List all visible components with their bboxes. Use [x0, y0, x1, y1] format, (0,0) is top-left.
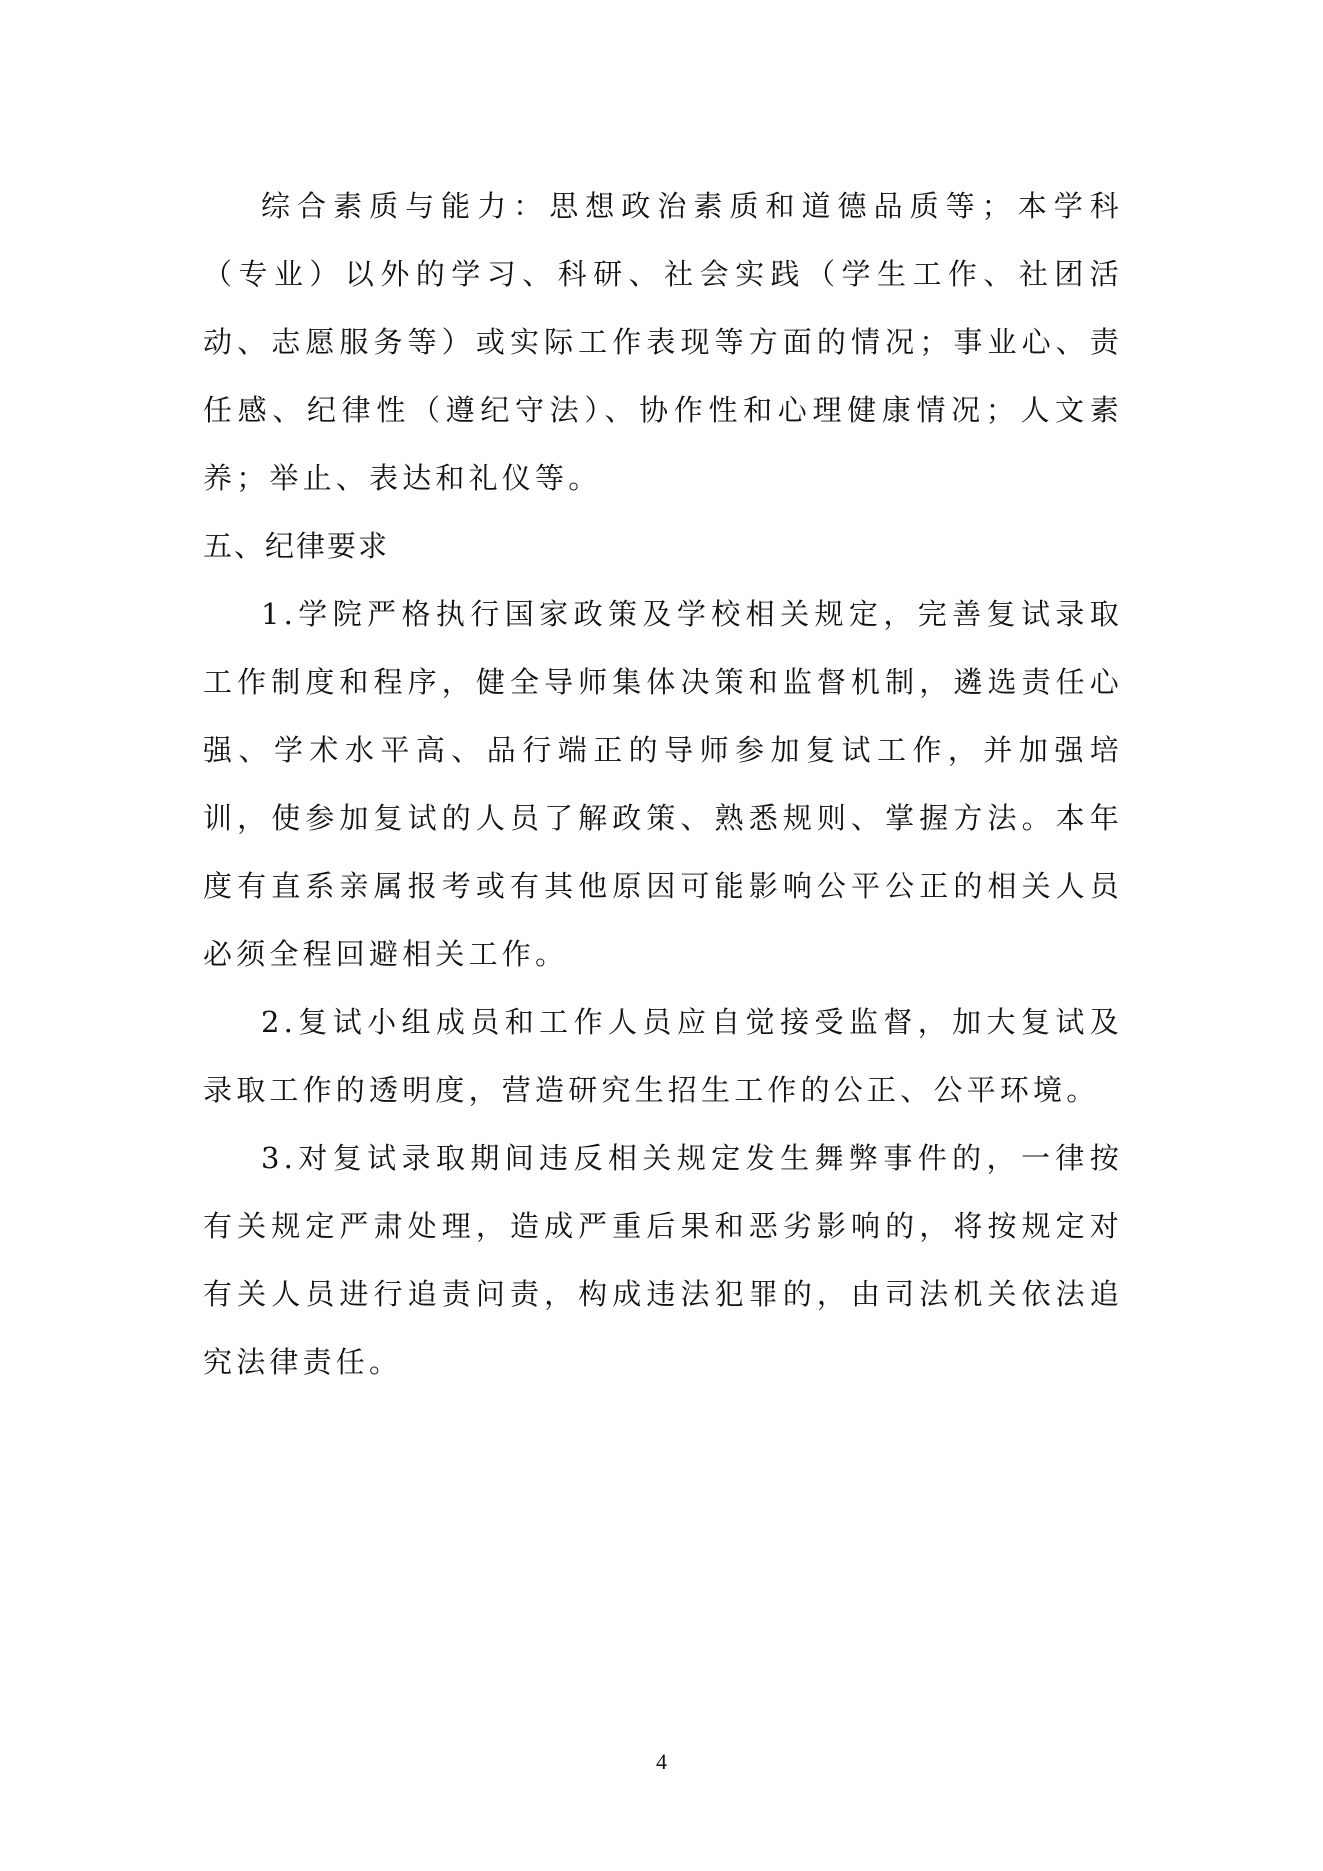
rule-item-1: 1.学院严格执行国家政策及学校相关规定，完善复试录取工作制度和程序，健全导师集体决策和监督机制，遴选责任心强、学术水平高、品行端正的导师参加复试工作，并加强培训，使参加复试的人员了解政策、熟悉规则、掌握方法。本年度有直系亲属报考或有其他原因可能影响公平公正的相关人员必须全程回避相关工作。: [203, 597, 1123, 971]
section-heading-discipline: 五、纪律要求: [203, 529, 390, 563]
rule-item-2: 2.复试小组成员和工作人员应自觉接受监督，加大复试及录取工作的透明度，营造研究生招生工作的公正、公平环境。: [203, 1005, 1123, 1107]
paragraph-comprehensive-quality: 综合素质与能力：思想政治素质和道德品质等；本学科（专业）以外的学习、科研、社会实践（学生工作、社团活动、志愿服务等）或实际工作表现等方面的情况；事业心、责任感、纪律性（遵纪守法）、协作性和心理健康情况；人文素养；举止、表达和礼仪等。: [203, 189, 1123, 495]
rule-item-3: 3.对复试录取期间违反相关规定发生舞弊事件的，一律按有关规定严肃处理，造成严重后果和恶劣影响的，将按规定对有关人员进行追责问责，构成违法犯罪的，由司法机关依法追究法律责任。: [203, 1141, 1123, 1379]
document-body: [203, 172, 1123, 1396]
page-number: 4: [656, 1749, 667, 1774]
